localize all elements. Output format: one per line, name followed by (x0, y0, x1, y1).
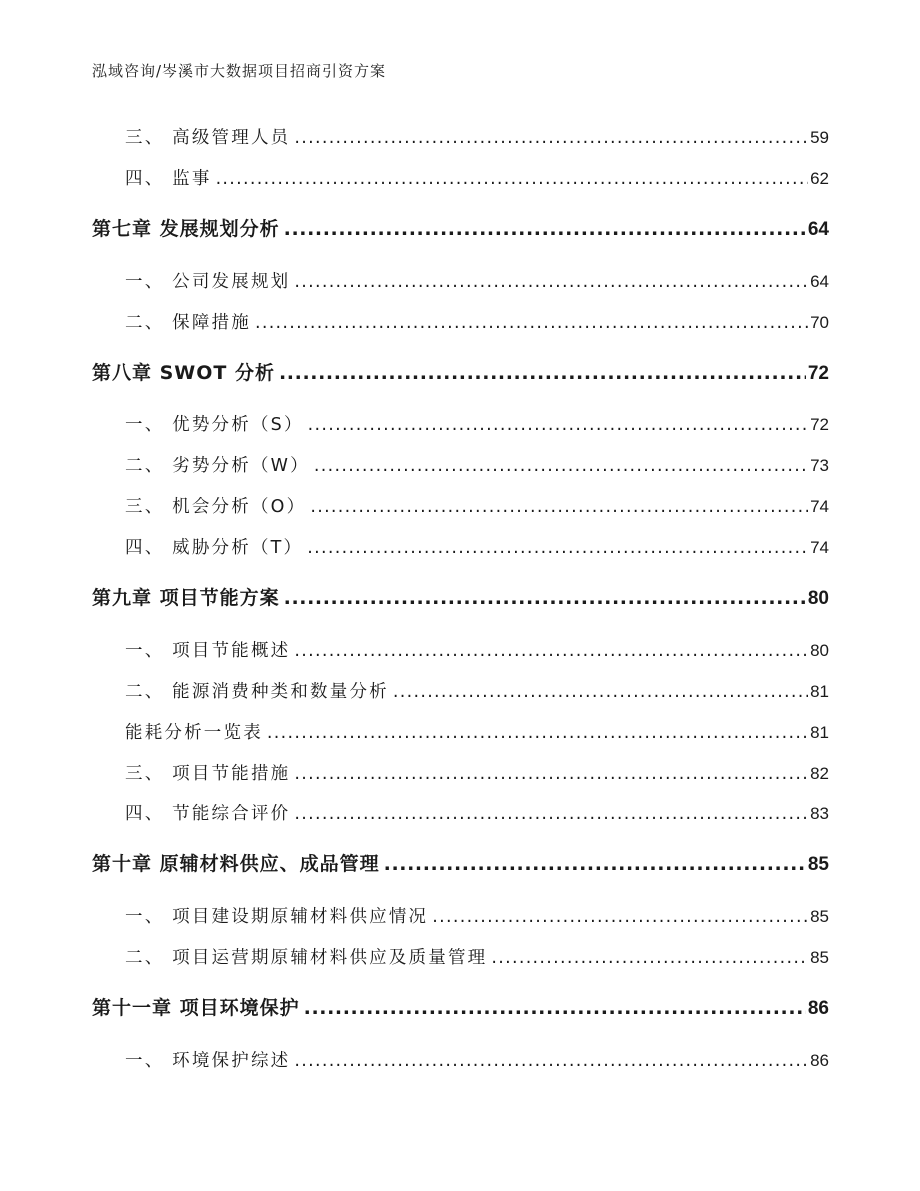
toc-dot-leader (432, 907, 808, 927)
toc-page-number: 82 (810, 764, 829, 783)
toc-dot-leader (384, 853, 806, 875)
toc-page-number: 64 (807, 219, 829, 240)
toc-entry-title: 一、 项目建设期原辅材料供应情况 (125, 907, 429, 927)
toc-page-number: 80 (810, 641, 829, 660)
toc-entry-title: 第十章 原辅材料供应、成品管理 (92, 853, 380, 875)
toc-entry-title: 第九章 项目节能方案 (92, 587, 280, 609)
toc-entry-title: 一、 项目节能概述 (125, 641, 291, 661)
toc-entry-chapter[interactable] (92, 358, 829, 385)
toc-entry-section[interactable] (125, 493, 829, 518)
toc-entry-section[interactable] (125, 800, 829, 825)
toc-page-number: 72 (807, 363, 829, 384)
toc-page-number: 85 (807, 854, 829, 875)
toc-entry-section[interactable] (125, 719, 829, 744)
toc-dot-leader (314, 456, 808, 476)
toc-dot-leader (294, 641, 808, 661)
toc-page-number: 74 (810, 538, 829, 557)
toc-page-number: 81 (810, 723, 829, 742)
toc-entry-section[interactable] (125, 309, 829, 334)
toc-page-number: 85 (810, 948, 829, 967)
toc-page-number: 62 (810, 169, 829, 188)
toc-entry-title: 四、 节能综合评价 (125, 804, 291, 824)
toc-page-number: 74 (810, 497, 829, 516)
toc-page-number: 59 (810, 128, 829, 147)
toc-entry-title: 一、 优势分析（S） (125, 415, 304, 435)
toc-page-number: 86 (807, 998, 829, 1019)
toc-dot-leader (307, 538, 808, 558)
toc-entry-section[interactable] (125, 1047, 829, 1072)
toc-dot-leader (267, 723, 808, 743)
toc-dot-leader (310, 497, 808, 517)
toc-dot-leader (294, 128, 808, 148)
toc-page-number: 85 (810, 907, 829, 926)
toc-entry-section[interactable] (125, 411, 829, 436)
toc-entry-title: 第七章 发展规划分析 (92, 218, 280, 240)
toc-entry-title: 一、 公司发展规划 (125, 272, 291, 292)
toc-entry-title: 二、 保障措施 (125, 313, 251, 333)
toc-dot-leader (304, 997, 806, 1019)
toc-entry-section[interactable] (125, 944, 829, 969)
toc-entry-section[interactable] (125, 534, 829, 559)
toc-dot-leader (255, 313, 808, 333)
toc-dot-leader (308, 415, 808, 435)
toc-entry-chapter[interactable] (92, 993, 829, 1020)
toc-entry-section[interactable] (125, 760, 829, 785)
toc-page-number: 72 (810, 415, 829, 434)
toc-entry-title: 四、 威胁分析（T） (125, 538, 304, 558)
toc-entry-section[interactable] (125, 903, 829, 928)
toc-entry-chapter[interactable] (92, 583, 829, 610)
toc-entry-title: 二、 劣势分析（W） (125, 456, 310, 476)
toc-dot-leader (294, 272, 808, 292)
toc-page-number: 64 (810, 272, 829, 291)
toc-entry-title: 三、 高级管理人员 (125, 128, 291, 148)
toc-entry-section[interactable] (125, 165, 829, 190)
toc-dot-leader (294, 1051, 808, 1071)
toc-dot-leader (294, 804, 808, 824)
toc-page-number: 73 (810, 456, 829, 475)
toc-entry-chapter[interactable] (92, 214, 829, 241)
toc-dot-leader (216, 169, 809, 189)
toc-entry-title: 二、 项目运营期原辅材料供应及质量管理 (125, 948, 488, 968)
toc-entry-title: 一、 环境保护综述 (125, 1051, 291, 1071)
toc-entry-chapter[interactable] (92, 849, 829, 876)
toc-entry-section[interactable] (125, 637, 829, 662)
toc-dot-leader (279, 362, 806, 384)
toc-entry-title: 第八章 SWOT 分析 (92, 362, 275, 384)
toc-entry-title: 第十一章 项目环境保护 (92, 997, 300, 1019)
toc-dot-leader (294, 764, 808, 784)
toc-page-number: 83 (810, 804, 829, 823)
toc-entry-title: 四、 监事 (125, 169, 212, 189)
toc-dot-leader (284, 218, 806, 240)
toc-entry-section[interactable] (125, 678, 829, 703)
toc-entry-title: 三、 机会分析（O） (125, 497, 307, 517)
page-header: 泓域咨询/岑溪市大数据项目招商引资方案 (92, 62, 387, 80)
toc-page-number: 70 (810, 313, 829, 332)
toc-dot-leader (491, 948, 808, 968)
toc-entry-section[interactable] (125, 124, 829, 149)
toc-entry-section[interactable] (125, 452, 829, 477)
toc-entry-title: 能耗分析一览表 (125, 723, 263, 743)
toc-page-number: 86 (810, 1051, 829, 1070)
toc-entry-title: 二、 能源消费种类和数量分析 (125, 682, 389, 702)
toc-dot-leader (284, 587, 806, 609)
toc-dot-leader (393, 682, 808, 702)
toc-page-number: 81 (810, 682, 829, 701)
toc-entry-title: 三、 项目节能措施 (125, 764, 291, 784)
toc-entry-section[interactable] (125, 268, 829, 293)
toc-page-number: 80 (807, 588, 829, 609)
